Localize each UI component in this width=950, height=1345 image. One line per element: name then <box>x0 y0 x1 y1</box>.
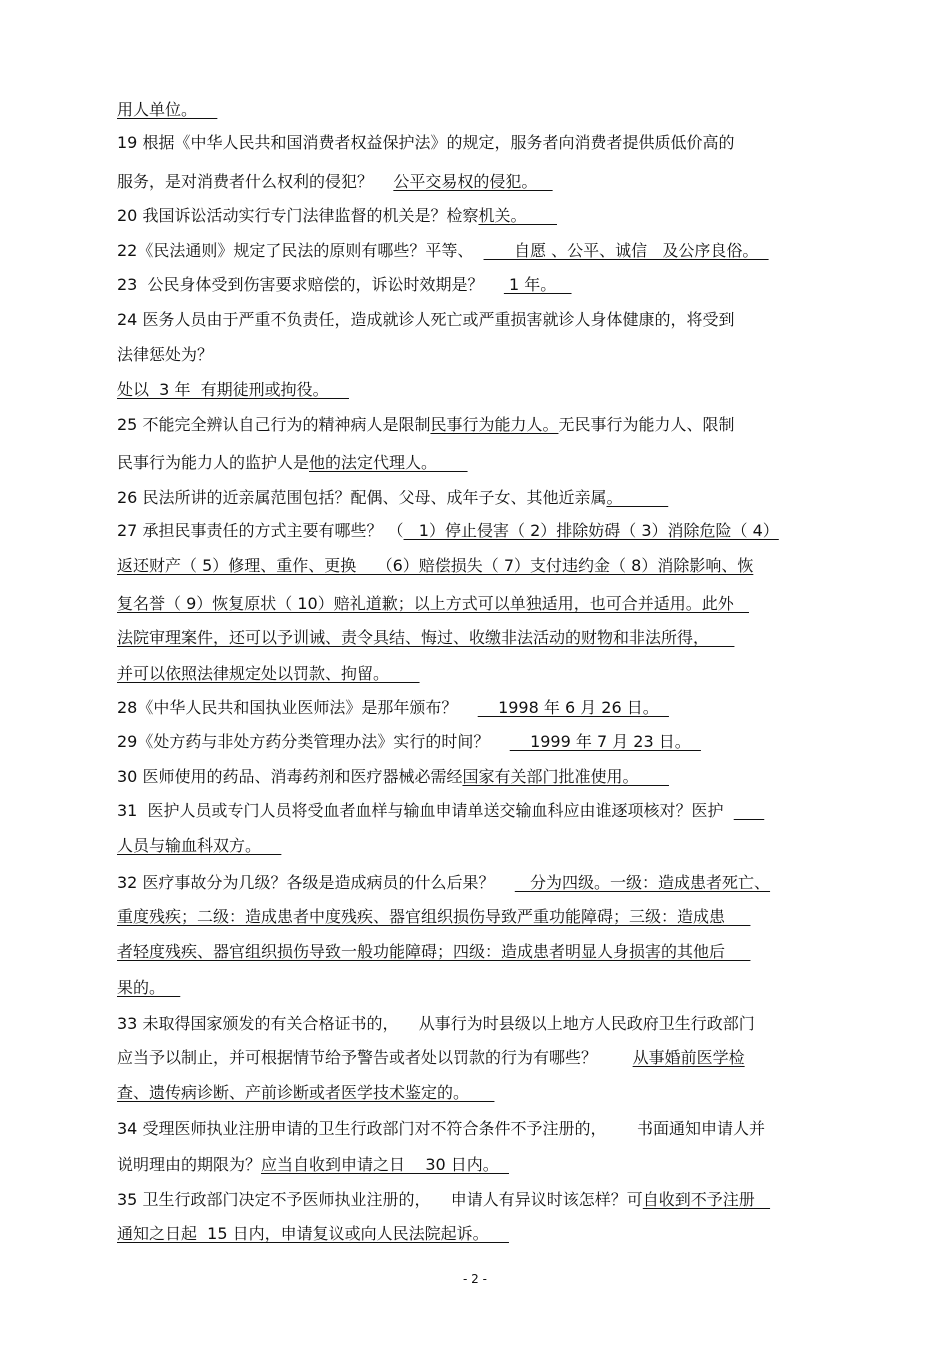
text-line <box>117 801 764 821</box>
answer-text: 返还财产（ 5）修理、重作、更换 （6）赔偿损失（ 7）支付违约金（ 8）消除影响、恢 <box>117 556 754 575</box>
question-text: 31 医护人员或专门人员将受血者血样与输血申请单送交输血科应由谁逐项核对？医护 <box>117 801 734 820</box>
answer-text: 者轻度残疾、器官组织损伤导致一般功能障碍；四级：造成患者明显人身损害的其他后 <box>117 942 751 961</box>
question-text: 无民事行为能力人、限制 <box>558 415 735 434</box>
answer-text: 。 <box>606 488 669 507</box>
answer-text: 应当自收到申请之日 30 日内。 <box>261 1155 509 1174</box>
text-line <box>117 873 770 893</box>
answer-text: 用人单位。 <box>117 100 218 119</box>
text-line <box>117 1155 509 1175</box>
text-line <box>117 1190 770 1210</box>
text-line <box>117 345 213 365</box>
text-line <box>117 698 669 718</box>
text-line <box>117 556 753 576</box>
answer-text: 从事婚前医学检 <box>632 1048 745 1067</box>
text-line <box>117 628 734 648</box>
question-text: 20 我国诉讼活动实行专门法律监督的机关是？检察 <box>117 206 479 225</box>
text-line <box>117 275 572 295</box>
answer-text: 通知之日起 15 日内，申请复议或向人民法院起诉。 <box>117 1224 509 1243</box>
text-line <box>117 1224 509 1244</box>
answer-text: 人员与输血科双方。 <box>117 836 282 855</box>
answer-text: 1998 年 6 月 26 日。 <box>477 698 669 717</box>
question-text: 29《处方药与非处方药分类管理办法》实行的时间？ <box>117 732 510 751</box>
text-line <box>117 732 701 752</box>
question-text: 22《民法通则》规定了民法的原则有哪些？平等、 <box>117 241 484 260</box>
answer-text: 机关。 <box>478 206 557 225</box>
question-text: 24 医务人员由于严重不负责任，造成就诊人死亡或严重损害就诊人身体健康的，将受到 <box>117 310 735 329</box>
answer-text: 自愿 、公平、诚信 及公序良俗。 <box>483 241 769 260</box>
answer-text: 1999 年 7 月 23 日。 <box>509 732 701 751</box>
question-text: 34 受理医师执业注册申请的卫生行政部门对不符合条件不予注册的， 书面通知申请人并 <box>117 1119 765 1138</box>
text-line <box>117 241 769 261</box>
answer-text: 并可以依照法律规定处以罚款、拘留。 <box>117 664 420 683</box>
answer-text: 处以 3 年 有期徒刑或拘役。 <box>117 380 349 399</box>
text-line <box>117 488 668 508</box>
text-line <box>117 172 553 192</box>
text-line <box>117 978 180 998</box>
text-line <box>117 415 734 435</box>
question-text: 19 根据《中华人民共和国消费者权益保护法》的规定，服务者向消费者提供质低价高的 <box>117 133 735 152</box>
answer-text <box>734 801 765 820</box>
question-text: 23 公民身体受到伤害要求赔偿的，诉讼时效期是？ <box>117 275 504 294</box>
answer-text: 自收到不予注册 <box>642 1190 771 1209</box>
text-line <box>117 310 734 330</box>
text-line <box>117 942 750 962</box>
text-line <box>117 206 557 226</box>
question-text: 32 医疗事故分为几级？各级是造成病员的什么后果？ <box>117 873 515 892</box>
answer-text: 他的法定代理人。 <box>309 453 468 472</box>
answer-text: 复名誉（ 9）恢复原状（ 10）赔礼道歉；以上方式可以单独适用，也可合并适用。此外 <box>117 594 749 613</box>
question-text: 民事行为能力人的监护人是 <box>117 453 310 472</box>
text-line <box>117 100 217 120</box>
answer-text: 国家有关部门批准使用。 <box>462 767 669 786</box>
answer-text: 分为四级。一级：造成患者死亡、 <box>514 873 771 892</box>
text-line <box>117 664 420 684</box>
text-line <box>117 1083 494 1103</box>
text-line <box>117 836 281 856</box>
question-text: 30 医师使用的药品、消毒药剂和医疗器械必需经 <box>117 767 463 786</box>
question-text: 25 不能完全辨认自己行为的精神病人是限制 <box>117 415 431 434</box>
text-line <box>117 594 749 614</box>
page-number: - 2 - <box>463 1272 487 1286</box>
answer-text: 民事行为能力人。 <box>430 415 559 434</box>
answer-text: 重度残疾；二级：造成患者中度残疾、器官组织损伤导致严重功能障碍；三级：造成患 <box>117 907 751 926</box>
question-text: 28《中华人民共和国执业医师法》是那年颁布？ <box>117 698 478 717</box>
text-line <box>117 1014 755 1034</box>
answer-text: 查、遗传病诊断、产前诊断或者医学技术鉴定的。 <box>117 1083 495 1102</box>
text-line <box>117 767 669 787</box>
text-line <box>117 133 734 153</box>
answer-text: 公平交易权的侵犯。 <box>393 172 553 191</box>
answer-text: 法院审理案件，还可以予训诫、责令具结、悔过、收缴非法活动的财物和非法所得， <box>117 628 735 647</box>
question-text: 27 承担民事责任的方式主要有哪些？ （ <box>117 521 404 540</box>
text-line <box>117 521 779 541</box>
answer-text: 果的。 <box>117 978 181 997</box>
text-line <box>117 1119 765 1139</box>
question-text: 26 民法所讲的近亲属范围包括？配偶、父母、成年子女、其他近亲属 <box>117 488 607 507</box>
text-line <box>117 453 468 473</box>
question-text: 服务，是对消费者什么权利的侵犯？ <box>117 172 394 191</box>
answer-text: 1）停止侵害（ 2）排除妨碍（ 3）消除危险（ 4） <box>403 521 779 540</box>
question-text: 应当予以制止，并可根据情节给予警告或者处以罚款的行为有哪些？ <box>117 1048 633 1067</box>
question-text: 33 未取得国家颁发的有关合格证书的， 从事行为时县级以上地方人民政府卫生行政部门 <box>117 1014 755 1033</box>
text-line <box>117 907 750 927</box>
text-line <box>117 1048 745 1068</box>
question-text: 35 卫生行政部门决定不予医师执业注册的， 申请人有异议时该怎样？可 <box>117 1190 643 1209</box>
text-line <box>117 380 349 400</box>
answer-text: 1 年。 <box>503 275 572 294</box>
question-text: 法律惩处为？ <box>117 345 214 364</box>
question-text: 说明理由的期限为？ <box>117 1155 262 1174</box>
